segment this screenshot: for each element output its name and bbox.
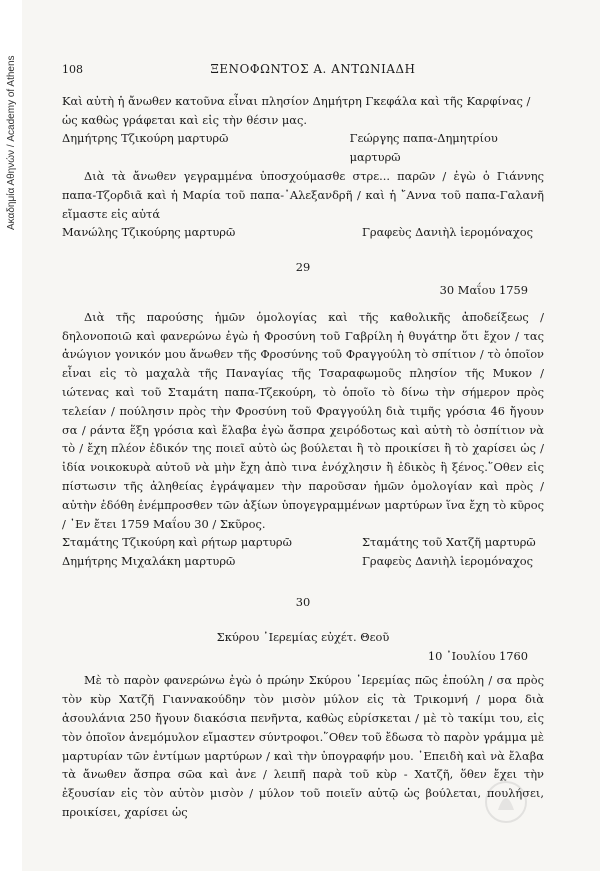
document-date: 30 Μαΐου 1759 bbox=[439, 282, 528, 297]
document-number: 30 bbox=[295, 594, 311, 609]
witness-left: Δημήτρης Μιχαλάκη μαρτυρῶ bbox=[62, 554, 236, 569]
document-body: Μὲ τὸ παρὸν φανερώνω ἐγὼ ὁ πρώην Σκύρου ᾿Ιερεμίας πῶς ἐπούλη / σα πρὸς τὸν κὺρ Χατζῆ Γιαννακούδην τὸν μισὸν μύλον εἰς τὰ Τρικομνή / μορα διὰ ἀσουλάνια 250 ἤγουν διακόσια πενῆντα, καθὼς εὑρίσκεται / μὲ τὸ τακίμι του, εἰς τὸν ὁποῖον ἀνεμόμυλον εἴμαστεν σύντροφοι.῞Οθεν τοῦ ἔδωσα τὸ παρὸν γράμμα μὲ μαρτυρίαν τῶν ἐντίμων μαρτύρων / καὶ τὴν ὑπογραφήν μου. ᾿Επειδὴ καὶ νὰ ἔλαβα τὰ ἄνωθεν ἄσπρα σῶα καὶ ἀνε / λειπῆ παρὰ τοῦ κὺρ - Χατζῆ, ὅθεν ἔχει τὴν ἐξουσίαν εἰς τὸν αὐτὸν μισὸν / μύλον τοῦ ποιεῖν αὐτῷ ὡς βούλεται, πουλήσει, προικίσει, χαρίσει ὡς bbox=[62, 673, 544, 819]
witness-row bbox=[62, 129, 544, 167]
witness-right: Γεώργης παπα-Δημητρίου μαρτυρῶ bbox=[349, 131, 498, 165]
top-paragraph: Διὰ τὰ ἄνωθεν γεγραμμένα ὑποσχούμασθε στρε... παρῶν / ἐγὼ ὁ Γιάννης παπα-Τζορδιᾶ καὶ ἡ Μαρία τοῦ παπα-᾿Αλεξανδρῆ / καὶ ἡ ῎Αννα τοῦ παπα-Γαλανῆ εἴμαστε εἰς αὐτά bbox=[62, 168, 544, 221]
page-number: 108 bbox=[62, 63, 83, 76]
sidebar bbox=[0, 0, 22, 871]
witness-right: Σταμάτης τοῦ Χατζῆ μαρτυρῶ bbox=[362, 535, 536, 550]
witness-left: Σταμάτης Τζικούρη καὶ ρήτωρ μαρτυρῶ bbox=[62, 535, 292, 550]
sidebar-label: Ακαδημία Αθηνών / Academy of Athens bbox=[6, 55, 17, 230]
top-line-1: Καὶ αὐτὴ ἡ ἄνωθεν κατοῦνα εἶναι πλησίον Δημήτρη Γκεφάλα καὶ τῆς Καρφίνας / bbox=[62, 93, 531, 108]
witness-row bbox=[62, 223, 544, 242]
page bbox=[62, 60, 544, 822]
document-number: 29 bbox=[295, 260, 311, 275]
scribe-signature: Γραφεὺς Δανιὴλ ἱερομόναχος bbox=[362, 225, 534, 240]
witness-row bbox=[62, 552, 544, 571]
top-line-2: ὡς καθὼς γράφεται καὶ εἰς τὴν θέσιν μας. bbox=[62, 112, 307, 127]
witness-row bbox=[62, 533, 544, 552]
witness-left: Δημήτρης Τζικούρη μαρτυρῶ bbox=[62, 131, 229, 146]
page-header bbox=[62, 60, 544, 80]
witness-left: Μανώλης Τζικούρης μαρτυρῶ bbox=[62, 225, 236, 240]
document-date: 10 ᾿Ιουλίου 1760 bbox=[427, 648, 528, 663]
scribe-signature: Γραφεὺς Δανιὴλ ἱερομόναχος bbox=[362, 554, 534, 569]
academy-seal-icon bbox=[484, 780, 528, 824]
running-title: ΞΕΝΟΦΩΝΤΟΣ Α. ΑΝΤΩΝΙΑΔΗ bbox=[210, 62, 416, 76]
document-body: Διὰ τῆς παρούσης ἡμῶν ὁμολογίας καὶ τῆς καθολικῆς ἀποδείξεως / δηλονοποιῶ καὶ φανερώνω ἐγὼ ἡ Φροσύνη τοῦ Γαβρίλη ἡ θυγάτηρ ὅτι ἔχον / τας ἀνώγιον γονικόν μου ἄνωθεν τῆς Φροσύνης τοῦ Φραγγούλη τὸ σπίτιον / τὸ ὁποῖον εἶναι εἰς τὸ μαχαλὰ τῆς Παναγίας τῆς Τσαραφωμοῦς πλησίον τῆς Μυκον / ιώτενας καὶ τοῦ Σταμάτη παπα-Τζεκούρη, τὸ ὁποῖο τὸ δίνω τὴν σήμερον πρὸς τελείαν / πούλησιν πρὸς τὴν Φροσύνη τοῦ Φραγγούλη διὰ τιμῆς γρόσια 46 ἤγουν σα / ράντα ἕξη γρόσια καὶ ἔλαβα ἐγὼ ἄσπρα χειρόδοτως καὶ αὐτὴ τὸ ὀσπίτιον νὰ τὸ / ἔχη πλέον ἐδικόν της ποιεῖ αὐτὸ ὡς βούλεται ἢ τὸ προικίσει ἢ τὸ χαρίσει ὡς / ἰδία νοικοκυρὰ αὐτοῦ νὰ μὴν ἔχη ἀπὸ τινα ἐνόχλησιν ἢ ἐδικὸς ἢ ξένος.῞Οθεν εἰς πίστωσιν τῆς ἀληθείας ἐγράψαμεν τὴν παροῦσαν ἡμῶν ὁμολογίαν καὶ πρὸς / αὐτὴν ἐδόθη ἐνέμπροσθεν τῶν ἀξίων ὑπογεγραμμένων μαρτύρων ἵνα ἔχη τὸ κῦρος / ᾿Εν ἔτει 1759 Μαΐου 30 / Σκῦρος. bbox=[62, 309, 544, 531]
document-invocation: Σκύρου ᾿Ιερεμίας εὐχέτ. Θεοῦ bbox=[216, 629, 390, 644]
